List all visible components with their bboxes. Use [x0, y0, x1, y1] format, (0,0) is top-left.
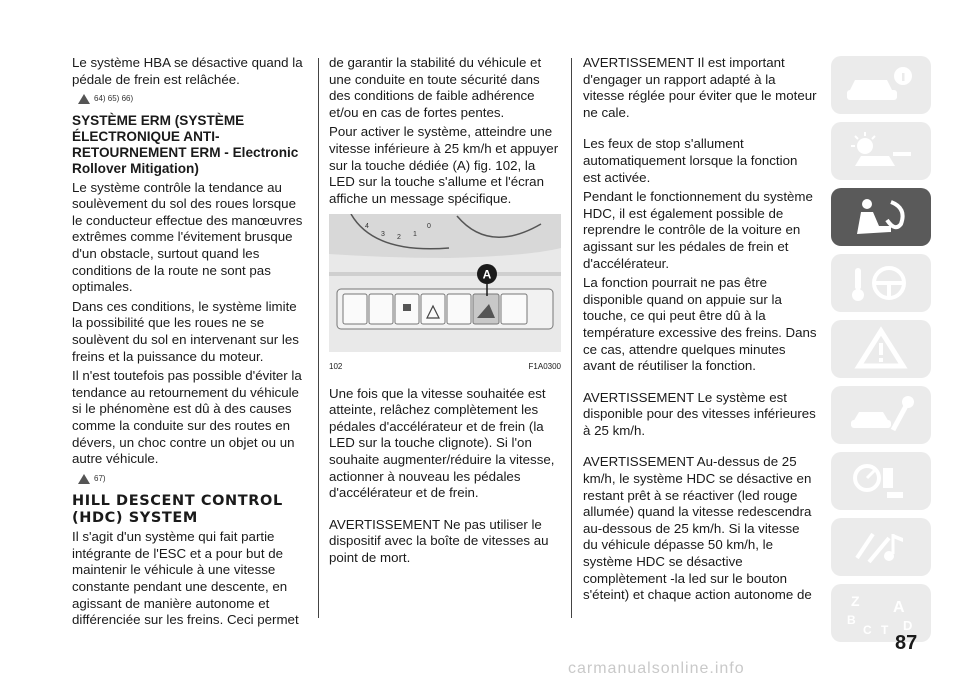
- gauge-tick: 0: [427, 223, 431, 231]
- warning-refs-2: [78, 471, 308, 488]
- seat-airbag-icon: [841, 194, 921, 240]
- callout-label: A: [482, 267, 492, 282]
- paragraph-erm-2: Dans ces conditions, le système limite la possibilité que les roues ne se soulèvent du sol en intervenant sur les freins et la puissance du moteur.: [72, 298, 299, 364]
- tab-specs[interactable]: [831, 452, 931, 510]
- gauge-tick: 2: [397, 234, 401, 242]
- tab-multimedia[interactable]: [831, 518, 931, 576]
- multimedia-icon: [841, 524, 921, 570]
- paragraph-warning-gear: AVERTISSEMENT Il est important d'engager un rapport adapté à la vitesse réglée pour éviter que le moteur ne cale.: [583, 55, 817, 120]
- paragraph-warning-above: AVERTISSEMENT Au-dessus de 25 km/h, le système HDC se désactive en restant prêt à se réactiver (led rouge allumée) quand la vitesse redescendra au-dessous de 25 km/h. Si la vitesse du véhicule dépasse 50 km/h, le système HDC se désactive complètement -la led sur le bouton s'éteint) et chaque action autonome de: [583, 454, 812, 603]
- column-divider: [318, 58, 319, 618]
- paragraph-warning-neutral: AVERTISSEMENT Ne pas utiliser le dispositif avec la boîte de vitesses au point de mort.: [329, 516, 549, 565]
- gauge-tick: 1: [413, 231, 417, 239]
- column-right: [583, 55, 817, 607]
- gauge-specs-icon: [841, 458, 921, 504]
- paragraph-hdc-speed: Une fois que la vitesse souhaitée est atteinte, relâchez complètement les pédales d'accélérateur et de frein (la LED sur la touche clignote). Si l'on souhaite augmenter/réduire la vitesse, actionner à nouveau les pédales d'accélérateur et de frein.: [329, 385, 555, 501]
- wrench-car-icon: [841, 392, 921, 438]
- key-steering-wheel-icon: [841, 260, 921, 306]
- column-divider: [571, 58, 572, 618]
- paragraph-hba: Le système HBA se désactive quand la pédale de frein est relâchée.: [72, 55, 303, 87]
- figure-caption: [329, 359, 561, 376]
- column-middle: [329, 55, 561, 569]
- panel-button-asr: [501, 294, 527, 324]
- warning-triangle-icon: [78, 474, 90, 484]
- paragraph-hdc-2: de garantir la stabilité du véhicule et une conduite en toute sécurité dans des conditions de faible adhérence et/ou en cas de fortes pentes.: [329, 55, 542, 120]
- tab-starting[interactable]: [831, 254, 931, 312]
- paragraph-warning-speed: AVERTISSEMENT Le système est disponible pour des vitesses inférieures à 25 km/h.: [583, 389, 816, 438]
- chapter-tabs: [831, 56, 931, 650]
- index-letter: D: [903, 618, 913, 633]
- tab-maintenance[interactable]: [831, 386, 931, 444]
- tab-safety[interactable]: [831, 188, 931, 246]
- gauge-tick: 4: [365, 223, 369, 231]
- index-letter: T: [881, 623, 889, 636]
- panel-button: [343, 294, 367, 324]
- index-letter: Z: [851, 593, 860, 609]
- lock-icon: [403, 304, 411, 311]
- index-letter: B: [847, 613, 856, 627]
- paragraph-hdc-1: Il s'agit d'un système qui fait partie intégrante de l'ESC et a pour but de maintenir le véhicule à une vitesse constante pendant une descente, en agissant de manière autonome et différenciée sur les freins. Ceci permet: [72, 529, 299, 628]
- figure-code: F1A0300: [528, 361, 561, 371]
- gauge-tick: 3: [381, 231, 385, 239]
- tab-vehicle-info[interactable]: [831, 56, 931, 114]
- paragraph-stop-lights: Les feux de stop s'allument automatiquement lorsque la fonction est activée.: [583, 136, 798, 185]
- paragraph-erm-1: Le système contrôle la tendance au soulèvement du sol des roues lorsque le conducteur effectue des manœuvres extrêmes comme l'évitement brusque d'un obstacle, surtout quand les conditions de la route ne sont pas optimales.: [72, 179, 303, 295]
- warning-refs-text: 64) 65) 66): [94, 94, 134, 104]
- warning-refs-1: [78, 91, 308, 108]
- tab-emergency[interactable]: [831, 320, 931, 378]
- page-number: 87: [895, 632, 918, 654]
- paragraph-hdc-activate: Pour activer le système, atteindre une vitesse inférieure à 25 km/h et appuyer sur la touche dédiée (A) fig. 102, la LED sur la touche s'allume et l'écran affiche un message spécifique.: [329, 124, 559, 206]
- car-info-icon: [841, 62, 921, 108]
- section-heading-hdc: HILL DESCENT CONTROL (HDC) SYSTEM: [72, 493, 283, 527]
- warning-triangle-icon: [78, 94, 90, 104]
- panel-button: [369, 294, 393, 324]
- column-left: [72, 55, 308, 632]
- alphabet-index-icon: [841, 590, 921, 636]
- section-heading-erm: SYSTÈME ERM (SYSTÈME ÉLECTRONIQUE ANTI-RETOURNEMENT ERM - Electronic Rollover Mitigation): [72, 112, 299, 177]
- figure-number: 102: [329, 361, 343, 371]
- warning-triangle-icon: [841, 326, 921, 372]
- figure-hdc-button: [329, 214, 561, 352]
- index-letter: C: [863, 623, 872, 636]
- paragraph-control: Pendant le fonctionnement du système HDC, il est également possible de reprendre le contrôle de la voiture en agissant sur les pédales de frein et d'accélérateur.: [583, 189, 813, 271]
- panel-button-hazard: [421, 294, 445, 324]
- paragraph-erm-3: Il n'est toutefois pas possible d'éviter la tendance au retournement du véhicule si le phénomène est dû à des causes comme la conduite sur des routes en dévers, un choc contre un objet ou un autre véhicule.: [72, 368, 302, 467]
- panel-button-hill: [447, 294, 471, 324]
- index-letter: A: [893, 599, 905, 616]
- warning-refs-text: 67): [94, 473, 106, 483]
- dashboard-lights-icon: [841, 128, 921, 174]
- watermark: carmanualsonline.info: [568, 660, 745, 677]
- paragraph-temperature: La fonction pourrait ne pas être disponible quand on appuie sur la touche, ce qui peut être dû à la température excessive des freins. Dans ce cas, attendre quelques minutes avant de réutiliser la fonction.: [583, 275, 817, 374]
- tab-dashboard[interactable]: [831, 122, 931, 180]
